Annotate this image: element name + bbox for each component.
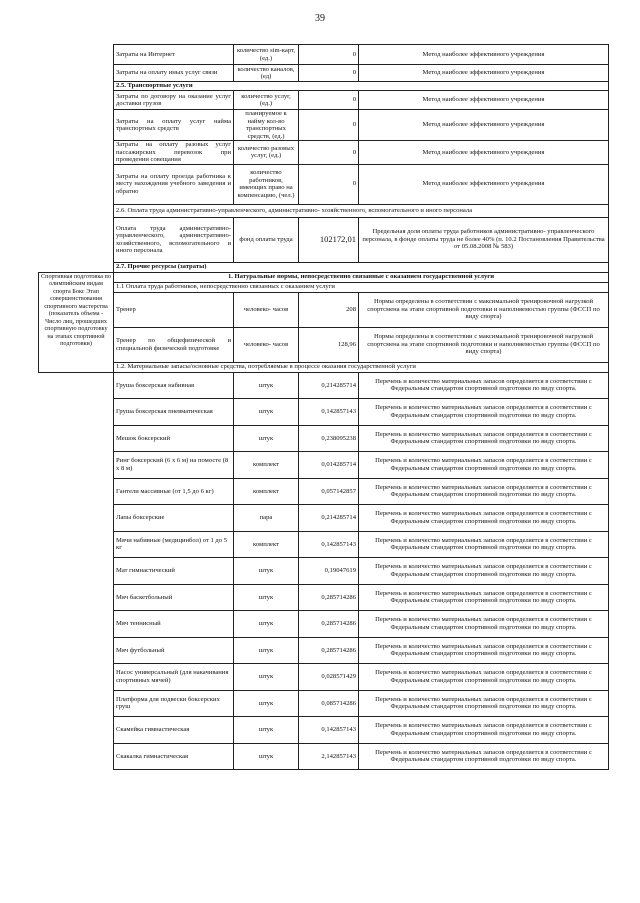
norm-note: Перечень и количество материальных запасов определяется в соответствии с Федеральным стандартом спортивной подготовки по виду спорта. bbox=[359, 743, 609, 770]
table-row bbox=[39, 584, 609, 611]
table-row bbox=[39, 452, 609, 479]
item-name: Затраты на оплату проезда работника к месту нахождения учебного заведения и обратно bbox=[114, 164, 234, 204]
norm-note: Перечень и количество материальных запасов определяется в соответствии с Федеральным стандартом спортивной подготовки по виду спорта. bbox=[359, 664, 609, 691]
section-header: 1.2. Материальные запасы/основные средства, потребляемые в процессе оказания государственной услуги bbox=[114, 362, 609, 372]
item-name: Затраты на оплату иных услуг связи bbox=[114, 65, 234, 82]
norm-note: Перечень и количество материальных запасов определяется в соответствии с Федеральным стандартом спортивной подготовки по виду спорта. bbox=[359, 505, 609, 532]
empty-cell bbox=[39, 164, 114, 204]
method-note: Метод наиболее эффективного учреждения bbox=[359, 164, 609, 204]
item-name: Скамейка гимнастическая bbox=[114, 717, 234, 744]
item-value: 0 bbox=[299, 91, 359, 110]
item-name: Груша боксерская набивная bbox=[114, 372, 234, 399]
item-unit: комплект bbox=[234, 531, 299, 558]
table-row bbox=[39, 362, 609, 372]
item-value: 2,142857143 bbox=[299, 743, 359, 770]
table-row bbox=[39, 505, 609, 532]
item-value: 102172,01 bbox=[299, 217, 359, 262]
item-unit: комплект bbox=[234, 452, 299, 479]
table-row bbox=[39, 164, 609, 204]
table-row bbox=[39, 531, 609, 558]
empty-cell bbox=[39, 611, 114, 638]
empty-cell bbox=[39, 558, 114, 585]
item-value: 0,19047619 bbox=[299, 558, 359, 585]
item-value: 0,285714286 bbox=[299, 611, 359, 638]
item-name: Оплата труда административно-управленческого, административно-хозяйственного, вспомогательного и иного персонала bbox=[114, 217, 234, 262]
table-row bbox=[39, 717, 609, 744]
norm-note: Перечень и количество материальных запасов определяется в соответствии с Федеральным стандартом спортивной подготовки по виду спорта. bbox=[359, 478, 609, 505]
table-row bbox=[39, 478, 609, 505]
item-name: Груша боксерская пневматическая bbox=[114, 399, 234, 426]
table-row bbox=[39, 637, 609, 664]
norm-note: Нормы определены в соответствии с максимальной тренировочной нагрузкой спортсмена на этапе спортивной подготовки и наполняемостью группы (ФССП по виду спорта) bbox=[359, 292, 609, 327]
norm-note: Перечень и количество материальных запасов определяется в соответствии с Федеральным стандартом спортивной подготовки по виду спорта. bbox=[359, 452, 609, 479]
item-unit: штук bbox=[234, 399, 299, 426]
page-number: 39 bbox=[315, 13, 325, 24]
item-unit: фонд оплаты труда bbox=[234, 217, 299, 262]
table-row bbox=[39, 204, 609, 217]
table-row bbox=[39, 558, 609, 585]
method-note: Метод наиболее эффективного учреждения bbox=[359, 91, 609, 110]
table-row bbox=[39, 141, 609, 165]
norm-note: Перечень и количество материальных запасов определяется в соответствии с Федеральным стандартом спортивной подготовки по виду спорта. bbox=[359, 717, 609, 744]
cost-table bbox=[38, 44, 609, 770]
item-name: Скакалка гимнастическая bbox=[114, 743, 234, 770]
table-row bbox=[39, 690, 609, 717]
method-note: Метод наиболее эффективного учреждения bbox=[359, 65, 609, 82]
item-unit: человеко- часов bbox=[234, 292, 299, 327]
table-row bbox=[39, 45, 609, 65]
admin-note: Предельная доля оплаты труда работников административно- управленческого персонала, в фонде оплаты труда не более 40% (п. 10.2 Постановления Правительства от 05.08.2008 № 583) bbox=[359, 217, 609, 262]
item-unit: комплект bbox=[234, 478, 299, 505]
item-value: 0 bbox=[299, 141, 359, 165]
empty-cell bbox=[39, 717, 114, 744]
item-name: Мешок боксерский bbox=[114, 425, 234, 452]
item-name: Гантели массивные (от 1,5 до 6 кг) bbox=[114, 478, 234, 505]
norm-note: Нормы определены в соответствии с максимальной тренировочной нагрузкой спортсмена на этапе спортивной подготовки и наполняемостью группы (ФССП по виду спорта) bbox=[359, 327, 609, 362]
item-name: Лапы боксерские bbox=[114, 505, 234, 532]
empty-cell bbox=[39, 110, 114, 141]
empty-cell bbox=[39, 664, 114, 691]
item-unit: количество каналов, (ед) bbox=[234, 65, 299, 82]
table-row bbox=[39, 743, 609, 770]
item-name: Мяч теннисный bbox=[114, 611, 234, 638]
item-value: 0,014285714 bbox=[299, 452, 359, 479]
item-value: 0,142857143 bbox=[299, 717, 359, 744]
item-unit: штук bbox=[234, 690, 299, 717]
empty-cell bbox=[39, 372, 114, 399]
norm-note: Перечень и количество материальных запасов определяется в соответствии с Федеральным стандартом спортивной подготовки по виду спорта. bbox=[359, 690, 609, 717]
section-header: 2.7. Прочие ресурсы (затраты) bbox=[114, 262, 609, 272]
table-row bbox=[39, 91, 609, 110]
table-row bbox=[39, 110, 609, 141]
item-value: 0,142857143 bbox=[299, 399, 359, 426]
item-value: 208 bbox=[299, 292, 359, 327]
item-unit: количество sim-карт, (ед.) bbox=[234, 45, 299, 65]
item-unit: штук bbox=[234, 611, 299, 638]
item-value: 0 bbox=[299, 164, 359, 204]
item-name: Затраты по договору на оказание услуг доставки грузов bbox=[114, 91, 234, 110]
item-value: 0 bbox=[299, 65, 359, 82]
table-row bbox=[39, 372, 609, 399]
item-name: Тренер bbox=[114, 292, 234, 327]
table-row bbox=[39, 262, 609, 272]
item-value: 0,057142857 bbox=[299, 478, 359, 505]
empty-cell bbox=[39, 82, 114, 91]
table-row bbox=[39, 82, 609, 91]
method-note: Метод наиболее эффективного учреждения bbox=[359, 45, 609, 65]
empty-cell bbox=[39, 262, 114, 272]
item-unit: человеко- часов bbox=[234, 327, 299, 362]
item-name: Насос универсальный (для накачивания спортивных мячей) bbox=[114, 664, 234, 691]
item-value: 0,238095238 bbox=[299, 425, 359, 452]
empty-cell bbox=[39, 637, 114, 664]
item-name: Мат гимнастический bbox=[114, 558, 234, 585]
empty-cell bbox=[39, 478, 114, 505]
norm-note: Перечень и количество материальных запасов определяется в соответствии с Федеральным стандартом спортивной подготовки по виду спорта. bbox=[359, 372, 609, 399]
norm-note: Перечень и количество материальных запасов определяется в соответствии с Федеральным стандартом спортивной подготовки по виду спорта. bbox=[359, 399, 609, 426]
empty-cell bbox=[39, 531, 114, 558]
norm-note: Перечень и количество материальных запасов определяется в соответствии с Федеральным стандартом спортивной подготовки по виду спорта. bbox=[359, 637, 609, 664]
item-unit: штук bbox=[234, 372, 299, 399]
norm-note: Перечень и количество материальных запасов определяется в соответствии с Федеральным стандартом спортивной подготовки по виду спорта. bbox=[359, 425, 609, 452]
item-unit: штук bbox=[234, 425, 299, 452]
item-name: Мячи набивные (медицинбол) от 1 до 5 кг bbox=[114, 531, 234, 558]
table-row bbox=[39, 217, 609, 262]
item-value: 0,214285714 bbox=[299, 505, 359, 532]
item-name: Ринг боксерский (6 х 6 м) на помосте (8 х 8 м) bbox=[114, 452, 234, 479]
norm-note: Перечень и количество материальных запасов определяется в соответствии с Федеральным стандартом спортивной подготовки по виду спорта. bbox=[359, 584, 609, 611]
section-header: 1. Натуральные нормы, непосредственно связанные с оказанием государственной услуги bbox=[114, 272, 609, 282]
empty-cell bbox=[39, 584, 114, 611]
section-header: 2.5. Транспортные услуги bbox=[114, 82, 609, 91]
item-name: Мяч баскетбольный bbox=[114, 584, 234, 611]
table-row bbox=[39, 664, 609, 691]
empty-cell bbox=[39, 217, 114, 262]
item-name: Мяч футбольный bbox=[114, 637, 234, 664]
table-row bbox=[39, 399, 609, 426]
table-row bbox=[39, 272, 609, 282]
empty-cell bbox=[39, 505, 114, 532]
empty-cell bbox=[39, 91, 114, 110]
empty-cell bbox=[39, 399, 114, 426]
empty-cell bbox=[39, 743, 114, 770]
empty-cell bbox=[39, 690, 114, 717]
item-value: 0 bbox=[299, 45, 359, 65]
table-row bbox=[39, 611, 609, 638]
item-unit: пара bbox=[234, 505, 299, 532]
item-unit: количество работников, имеющих право на компенсацию, (чел.) bbox=[234, 164, 299, 204]
table-row bbox=[39, 425, 609, 452]
item-name: Затраты на оплату услуг найма транспортных средств bbox=[114, 110, 234, 141]
item-unit: планируемое к найму кол-во транспортных средств, (ед.) bbox=[234, 110, 299, 141]
section-header: 2.6. Оплата труда административно-управленческого, административно- хозяйственного, вспомогательного и иного персонала bbox=[114, 204, 609, 217]
empty-cell bbox=[39, 204, 114, 217]
service-description: Спортивная подготовка по олимпийским видам спорта Бокс Этап совершенствования спортивного мастерства (показатель объема - Число лиц, прошедших спортивную подготовку на этапах спортивной подготовки) bbox=[39, 272, 114, 372]
item-unit: штук bbox=[234, 558, 299, 585]
item-unit: штук bbox=[234, 584, 299, 611]
item-value: 0,142857143 bbox=[299, 531, 359, 558]
empty-cell bbox=[39, 65, 114, 82]
item-unit: штук bbox=[234, 637, 299, 664]
empty-cell bbox=[39, 141, 114, 165]
item-name: Тренер по общефизической и специальной физической подготовке bbox=[114, 327, 234, 362]
table-row bbox=[39, 292, 609, 327]
item-name: Платформа для подвески боксерских груш bbox=[114, 690, 234, 717]
table-row bbox=[39, 65, 609, 82]
table-row bbox=[39, 282, 609, 292]
item-value: 0,214285714 bbox=[299, 372, 359, 399]
item-value: 0,285714286 bbox=[299, 584, 359, 611]
method-note: Метод наиболее эффективного учреждения bbox=[359, 141, 609, 165]
item-value: 0,028571429 bbox=[299, 664, 359, 691]
method-note: Метод наиболее эффективного учреждения bbox=[359, 110, 609, 141]
item-value: 128,96 bbox=[299, 327, 359, 362]
norm-note: Перечень и количество материальных запасов определяется в соответствии с Федеральным стандартом спортивной подготовки по виду спорта. bbox=[359, 611, 609, 638]
item-unit: штук bbox=[234, 664, 299, 691]
norm-note: Перечень и количество материальных запасов определяется в соответствии с Федеральным стандартом спортивной подготовки по виду спорта. bbox=[359, 531, 609, 558]
norm-note: Перечень и количество материальных запасов определяется в соответствии с Федеральным стандартом спортивной подготовки по виду спорта. bbox=[359, 558, 609, 585]
empty-cell bbox=[39, 452, 114, 479]
item-value: 0,085714286 bbox=[299, 690, 359, 717]
item-unit: количество разовых услуг, (ед.) bbox=[234, 141, 299, 165]
item-unit: количество услуг, (ед.) bbox=[234, 91, 299, 110]
item-name: Затраты на Интернет bbox=[114, 45, 234, 65]
empty-cell bbox=[39, 45, 114, 65]
item-value: 0 bbox=[299, 110, 359, 141]
empty-cell bbox=[39, 425, 114, 452]
item-unit: штук bbox=[234, 717, 299, 744]
item-value: 0,285714286 bbox=[299, 637, 359, 664]
section-header: 1.1 Оплата труда работников, непосредственно связанных с оказанием услуги bbox=[114, 282, 609, 292]
item-unit: штук bbox=[234, 743, 299, 770]
table-row bbox=[39, 327, 609, 362]
item-name: Затраты на оплату разовых услуг пассажирских перевозок при проведении совещания bbox=[114, 141, 234, 165]
